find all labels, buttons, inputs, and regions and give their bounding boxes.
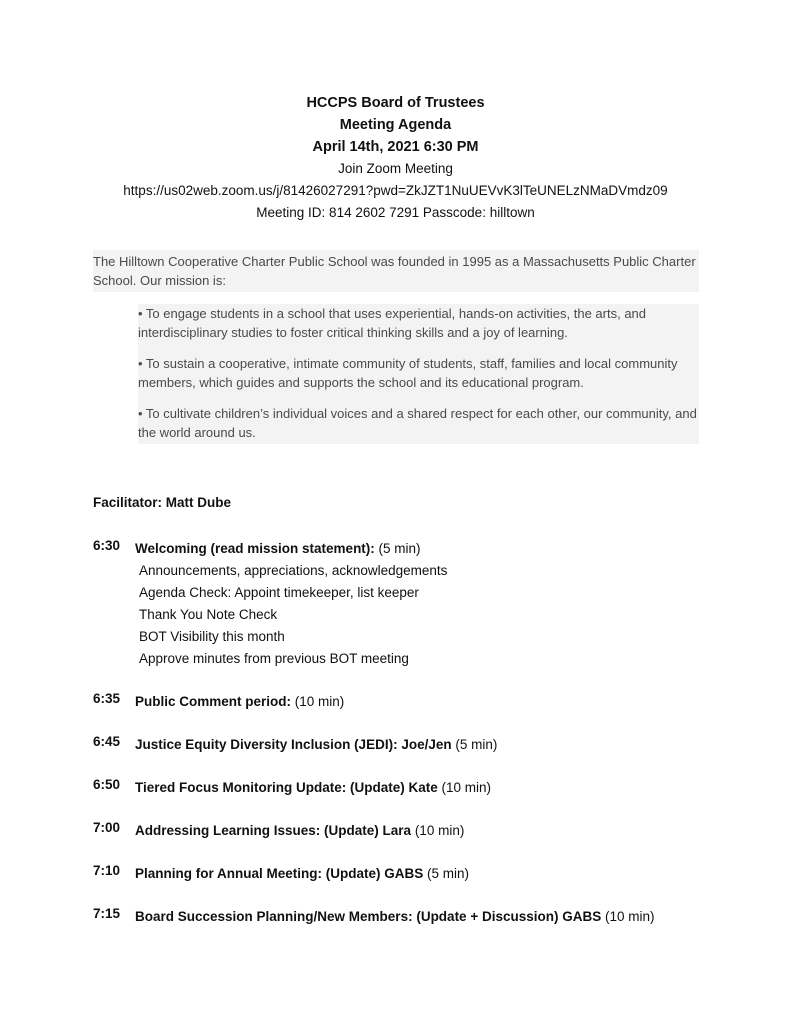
document-title: Meeting Agenda — [339, 117, 452, 133]
agenda-time: 7:10 — [93, 863, 121, 878]
agenda-header — [0, 92, 791, 224]
agenda-title: Board Succession Planning/New Members: (Update + Discussion) GABS — [135, 909, 602, 924]
mission-statement — [93, 250, 699, 444]
agenda-list — [93, 538, 713, 928]
agenda-time: 6:50 — [93, 777, 121, 792]
agenda-subitems — [139, 560, 713, 670]
mission-bullet: • To cultivate children’s individual voices and a shared respect for each other, our community, and the world around us. — [138, 406, 697, 440]
agenda-title: Welcoming (read mission statement): — [135, 541, 375, 556]
meeting-id-passcode: Meeting ID: 814 2602 7291 Passcode: hilltown — [256, 205, 535, 220]
agenda-time: 6:45 — [93, 734, 121, 749]
agenda-item — [93, 863, 713, 885]
agenda-title: Tiered Focus Monitoring Update: (Update) Kate — [135, 780, 438, 795]
agenda-item — [93, 820, 713, 842]
mission-bullets — [138, 304, 699, 444]
agenda-title: Addressing Learning Issues: (Update) Lara — [135, 823, 412, 838]
mission-bullet: • To sustain a cooperative, intimate community of students, staff, families and local community members, which guides and supports the school and its educational program. — [138, 356, 678, 390]
agenda-item — [93, 734, 713, 756]
agenda-time: 6:35 — [93, 691, 121, 706]
agenda-duration: (10 min) — [291, 694, 345, 709]
facilitator: Facilitator: Matt Dube — [93, 495, 232, 510]
agenda-duration: (10 min) — [601, 909, 655, 924]
agenda-item — [93, 691, 713, 713]
agenda-subitem: Approve minutes from previous BOT meeting — [139, 651, 409, 666]
agenda-subitem: Agenda Check: Appoint timekeeper, list keeper — [139, 585, 419, 600]
agenda-subitem: Announcements, appreciations, acknowledgements — [139, 563, 448, 578]
agenda-time: 7:00 — [93, 820, 121, 835]
agenda-duration: (5 min) — [423, 866, 470, 881]
agenda-subitem: Thank You Note Check — [139, 607, 278, 622]
mission-intro: The Hilltown Cooperative Charter Public School was founded in 1995 as a Massachusetts Public Charter School. Our mission is: — [93, 250, 699, 292]
org-title: HCCPS Board of Trustees — [306, 95, 485, 111]
agenda-duration: (10 min) — [411, 823, 465, 838]
mission-bullet: • To engage students in a school that uses experiential, hands-on activities, the arts, and interdisciplinary studies to foster critical thinking skills and a joy of learning. — [138, 306, 647, 340]
agenda-item — [93, 777, 713, 799]
agenda-duration: (10 min) — [437, 780, 492, 795]
agenda-time: 7:15 — [93, 906, 121, 921]
agenda-title: Public Comment period: — [135, 694, 292, 709]
meeting-date-time: April 14th, 2021 6:30 PM — [312, 139, 479, 155]
agenda-title: Justice Equity Diversity Inclusion (JEDI): Joe/Jen — [135, 737, 452, 752]
agenda-duration: (5 min) — [451, 737, 498, 752]
agenda-duration: (5 min) — [374, 541, 421, 556]
zoom-url[interactable]: https://us02web.zoom.us/j/81426027291?pwd=ZkJZT1NuUEVvK3lTeUNELzNMaDVmdz09 — [123, 183, 668, 198]
agenda-title: Planning for Annual Meeting: (Update) GABS — [135, 866, 424, 881]
zoom-label: Join Zoom Meeting — [338, 161, 453, 176]
agenda-subitem: BOT Visibility this month — [139, 629, 285, 644]
agenda-item — [93, 538, 713, 670]
agenda-time: 6:30 — [93, 538, 121, 553]
agenda-item — [93, 906, 713, 928]
